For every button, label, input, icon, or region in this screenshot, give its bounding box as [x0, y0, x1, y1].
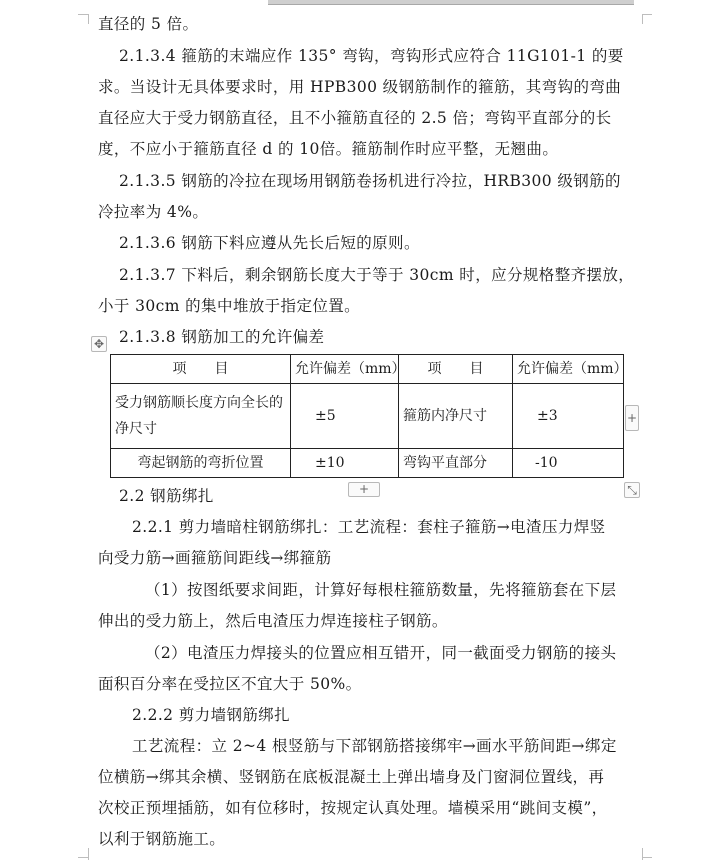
text-line: 直径的 5 倍。 [98, 15, 199, 33]
list-item-2: （2）电渣压力焊接头的位置应相互错开，同一截面受力钢筋的接头 [145, 644, 617, 662]
paragraph-process: 工艺流程：立 2~4 根竖筋与下部钢筋搭接绑牢→画水平筋间距→绑定 [132, 737, 617, 755]
text-line: 面积百分率在受拉区不宜大于 50%。 [98, 675, 362, 693]
table-header-cell[interactable]: 项 目 [399, 355, 513, 384]
list-item-1: （1）按图纸要求间距，计算好每根柱箍筋数量，先将箍筋套在下层 [145, 581, 617, 599]
table-cell[interactable]: 弯起钢筋的弯折位置 [111, 449, 291, 478]
add-row-button[interactable]: + [348, 482, 380, 497]
text-line: 小于 30cm 的集中堆放于指定位置。 [98, 297, 361, 315]
paragraph-2-1-3-4: 2.1.3.4 箍筋的末端应作 135° 弯钩，弯钩形式应符合 11G101-1 的要 [119, 47, 624, 65]
table-header-cell[interactable]: 允许偏差（mm） [513, 355, 624, 384]
table-cell[interactable]: ±10 [291, 449, 399, 478]
section-heading-2-2: 2.2 钢筋绑扎 [119, 487, 214, 505]
text-line: 度，不应小于箍筋直径 d 的 10倍。箍筋制作时应平整，无翘曲。 [98, 140, 559, 158]
margin-mark-top-right-v [642, 14, 643, 24]
table-row [111, 449, 624, 478]
table-cell[interactable]: 受力钢筋顺长度方向全长的净尺寸 [111, 384, 291, 449]
table-resize-handle-icon[interactable]: ⤡ [624, 482, 640, 498]
margin-mark-bottom-right-h [642, 857, 652, 858]
table-row [111, 384, 624, 449]
text-line: 求。当设计无具体要求时，用 HPB300 级钢筋制作的箍筋，其弯钩的弯曲 [98, 78, 622, 96]
table-cell[interactable]: ±3 [513, 384, 624, 449]
margin-mark-bottom-left-h [78, 857, 88, 858]
table-caption: 2.1.3.8 钢筋加工的允许偏差 [119, 328, 325, 346]
paragraph-2-2-1: 2.2.1 剪力墙暗柱钢筋绑扎：工艺流程：套柱子箍筋→电渣压力焊竖 [132, 518, 606, 536]
table-header-cell[interactable]: 允许偏差（mm） [291, 355, 399, 384]
margin-mark-bottom-right-v [642, 848, 643, 860]
heading-2-2-2: 2.2.2 剪力墙钢筋绑扎 [132, 706, 291, 724]
margin-mark-top-left-h [78, 14, 88, 15]
margin-mark-bottom-left-v [88, 848, 89, 860]
table-cell[interactable]: 弯钩平直部分 [399, 449, 513, 478]
table-header-cell[interactable]: 项 目 [111, 355, 291, 384]
text-line: 向受力筋→画箍筋间距线→绑箍筋 [98, 549, 332, 567]
tolerance-table [110, 354, 628, 478]
margin-mark-top-left-v [88, 14, 89, 24]
top-toolbar-edge [268, 0, 634, 5]
table-cell[interactable]: ±5 [291, 384, 399, 449]
paragraph-2-1-3-6: 2.1.3.6 钢筋下料应遵从先长后短的原则。 [119, 234, 420, 252]
text-line: 以利于钢筋施工。 [98, 830, 226, 848]
text-line: 次校正预埋插筋，如有位移时，按规定认真处理。墙模采用“跳间支模”， [98, 799, 608, 817]
table-cell[interactable]: -10 [513, 449, 624, 478]
table-cell[interactable]: 箍筋内净尺寸 [399, 384, 513, 449]
table-move-handle-icon[interactable]: ✥ [91, 336, 107, 352]
margin-mark-top-right-h [642, 14, 652, 15]
text-line: 伸出的受力筋上，然后电渣压力焊连接柱子钢筋。 [98, 612, 448, 630]
text-line: 冷拉率为 4%。 [98, 203, 209, 221]
paragraph-2-1-3-5: 2.1.3.5 钢筋的冷拉在现场用钢筋卷扬机进行冷拉，HRB300 级钢筋的 [119, 172, 621, 190]
text-line: 位横筋→绑其余横、竖钢筋在底板混凝土上弹出墙身及门窗洞位置线，再 [98, 768, 605, 786]
add-column-button[interactable]: + [625, 405, 639, 431]
table-header-row [111, 355, 624, 384]
text-line: 直径应大于受力钢筋直径，且不小箍筋直径的 2.5 倍；弯钩平直部分的长 [98, 109, 612, 127]
paragraph-2-1-3-7: 2.1.3.7 下料后，剩余钢筋长度大于等于 30cm 时，应分规格整齐摆放， [119, 266, 635, 284]
